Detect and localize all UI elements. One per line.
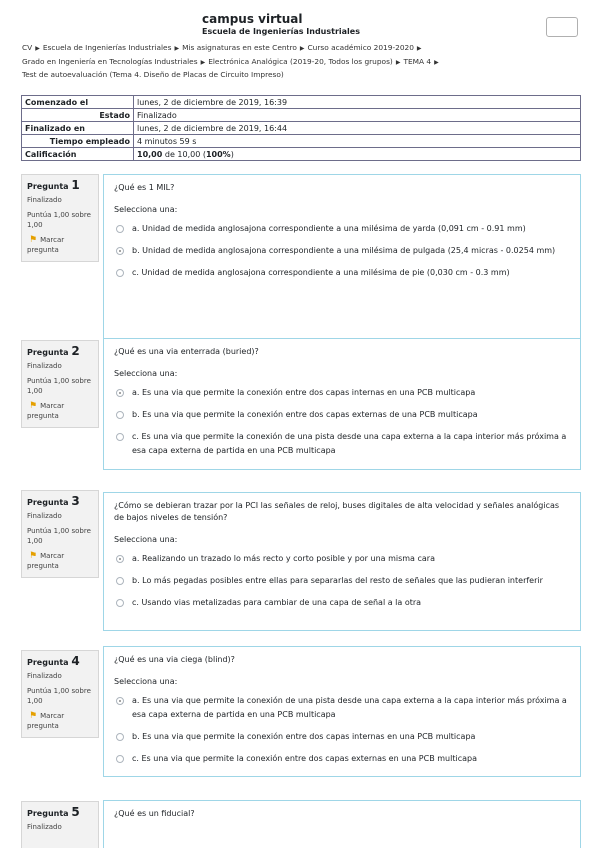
question-text: ¿Qué es un fiducial? [114, 809, 195, 818]
answer-option[interactable] [114, 408, 570, 422]
summary-row [22, 96, 581, 109]
breadcrumb-separator-icon: ▶ [416, 45, 422, 52]
flag-question-link[interactable] [27, 551, 93, 571]
question-text: ¿Qué es 1 MIL? [114, 183, 175, 192]
question-body-4 [103, 646, 581, 777]
radio-button[interactable] [116, 733, 124, 741]
breadcrumb [22, 42, 592, 82]
question-number [27, 345, 93, 359]
question-info-5 [21, 801, 99, 848]
question-body-5 [103, 800, 581, 848]
question-state: Finalizado [27, 823, 62, 831]
question-number-value: 3 [71, 494, 80, 508]
question-state: Finalizado [27, 196, 62, 204]
question-grade: Puntúa 1,00 sobre 1,00 [27, 377, 91, 395]
question-number [27, 806, 93, 820]
option-label: a. Unidad de medida anglosajona correspondiente a una milésima de yarda (0,091 cm - 0.91 mm) [132, 224, 526, 233]
option-label: a. Es una via que permite la conexión de una pista desde una capa externa a la capa interior más próxima a esa capa externa de partida en una PCB multicapa [132, 696, 567, 719]
question-body-1 [103, 174, 581, 346]
summary-row [22, 109, 581, 122]
flag-icon: ⚑ [29, 401, 38, 411]
answer-prompt: Selecciona una: [114, 369, 178, 378]
breadcrumb-separator-icon: ▶ [395, 58, 401, 66]
question-info-2 [21, 340, 99, 428]
question-label: Pregunta [27, 658, 69, 667]
radio-button-selected[interactable] [116, 555, 124, 563]
option-label: c. Es una via que permite la conexión entre dos capas externas en una PCB multicapa [132, 754, 477, 763]
grade-score: 10,00 [137, 149, 163, 159]
option-label: b. Unidad de medida anglosajona correspondiente a una milésima de pulgada (25,4 micras - 0.0254 mm) [132, 246, 556, 255]
breadcrumb-item[interactable]: CV [22, 43, 33, 52]
started-value: lunes, 2 de diciembre de 2019, 16:39 [134, 96, 581, 109]
breadcrumb-item[interactable]: Mis asignaturas en este Centro [182, 43, 297, 52]
flag-question-link[interactable] [27, 711, 93, 731]
flag-label: Marcar pregunta [27, 552, 65, 570]
question-number-value: 5 [71, 805, 80, 819]
option-label: b. Es una via que permite la conexión entre dos capas externas de una PCB multicapa [132, 410, 478, 419]
question-grade: Puntúa 1,00 sobre 1,00 [27, 527, 91, 545]
site-header [0, 0, 600, 38]
finished-label: Finalizado en [22, 122, 134, 135]
radio-button[interactable] [116, 269, 124, 277]
flag-icon: ⚑ [29, 711, 38, 721]
answer-option[interactable] [114, 730, 570, 744]
breadcrumb-item[interactable]: Grado en Ingeniería en Tecnologías Industriales [22, 56, 198, 66]
breadcrumb-separator-icon: ▶ [434, 58, 439, 66]
started-label: Comenzado el [22, 96, 134, 109]
flag-question-link[interactable] [27, 401, 93, 421]
question-info-3 [21, 490, 99, 578]
answer-option[interactable] [114, 266, 570, 280]
breadcrumb-separator-icon: ▶ [174, 45, 180, 52]
question-body-2 [103, 338, 581, 470]
flag-label: Marcar pregunta [27, 402, 65, 420]
radio-button[interactable] [116, 599, 124, 607]
answer-option[interactable] [114, 222, 570, 236]
grade-label: Calificación [22, 148, 134, 161]
radio-button[interactable] [116, 755, 124, 763]
summary-row [22, 122, 581, 135]
radio-button-selected[interactable] [116, 697, 124, 705]
time-value: 4 minutos 59 s [134, 135, 581, 148]
option-label: a. Es una via que permite la conexión entre dos capas internas en una PCB multicapa [132, 388, 476, 397]
answer-option[interactable] [114, 694, 570, 722]
question-number [27, 655, 93, 669]
site-title[interactable]: campus virtual [202, 12, 303, 26]
option-label: c. Usando vias metalizadas para cambiar de una capa de señal a la otra [132, 598, 422, 607]
site-subtitle: Escuela de Ingenierías Industriales [202, 27, 360, 36]
state-label: Estado [22, 109, 134, 122]
flag-question-link[interactable] [27, 235, 93, 255]
flag-label: Marcar pregunta [27, 236, 65, 254]
question-number-value: 4 [71, 654, 80, 668]
answer-prompt: Selecciona una: [114, 535, 178, 544]
breadcrumb-item[interactable]: Escuela de Ingenierías Industriales [42, 43, 172, 52]
question-label: Pregunta [27, 348, 69, 357]
answer-option[interactable] [114, 574, 570, 588]
question-label: Pregunta [27, 182, 69, 191]
grade-percent: 100% [205, 149, 231, 159]
radio-button-selected[interactable] [116, 247, 124, 255]
question-grade: Puntúa 1,00 sobre 1,00 [27, 211, 91, 229]
breadcrumb-separator-icon: ▶ [299, 45, 305, 52]
question-grade: Puntúa 1,00 sobre 1,00 [27, 687, 91, 705]
question-state: Finalizado [27, 512, 62, 520]
flag-icon: ⚑ [29, 551, 38, 561]
answer-option[interactable] [114, 596, 570, 610]
radio-button[interactable] [116, 225, 124, 233]
user-menu-button[interactable] [546, 17, 578, 37]
question-number-value: 2 [71, 344, 80, 358]
question-label: Pregunta [27, 809, 69, 818]
radio-button[interactable] [116, 577, 124, 585]
option-label: b. Es una via que permite la conexión entre dos capas internas en una PCB multicapa [132, 732, 476, 741]
breadcrumb-item[interactable]: Electrónica Analógica (2019-20, Todos los grupos) [208, 56, 393, 66]
answer-option[interactable] [114, 386, 570, 400]
breadcrumb-item[interactable]: Test de autoevaluación (Tema 4. Diseño de Placas de Circuito Impreso) [22, 70, 284, 79]
question-text: ¿Cómo se debieran trazar por la PCI las señales de reloj, buses digitales de alta velocidad y señales analógicas de bajos niveles de tensión? [114, 501, 560, 522]
time-label: Tiempo empleado [22, 135, 134, 148]
breadcrumb-item[interactable]: TEMA 4 [403, 56, 432, 66]
breadcrumb-separator-icon: ▶ [35, 45, 40, 52]
question-label: Pregunta [27, 498, 69, 507]
question-text: ¿Qué es una via enterrada (buried)? [114, 347, 259, 356]
summary-row [22, 135, 581, 148]
radio-button[interactable] [116, 433, 124, 441]
grade-value: 10,00 de 10,00 (100%) [134, 148, 581, 161]
answer-option[interactable] [114, 552, 570, 566]
attempt-summary-table [21, 95, 581, 161]
answer-prompt: Selecciona una: [114, 677, 178, 686]
question-number-value: 1 [71, 178, 80, 192]
answer-option[interactable] [114, 244, 570, 258]
question-text: ¿Qué es una via ciega (blind)? [114, 655, 235, 664]
finished-value: lunes, 2 de diciembre de 2019, 16:44 [134, 122, 581, 135]
flag-icon: ⚑ [29, 235, 38, 245]
flag-label: Marcar pregunta [27, 712, 65, 730]
grade-of: de 10,00 [164, 149, 201, 159]
option-label: b. Lo más pegadas posibles entre ellas para separarlas del resto de señales que las pudieran interferir [132, 576, 543, 585]
option-label: c. Es una via que permite la conexión de una pista desde una capa externa a la capa interior más próxima a esa capa externa de partida en una PCB multicapa [132, 432, 567, 455]
question-state: Finalizado [27, 672, 62, 680]
question-info-1 [21, 174, 99, 262]
breadcrumb-item[interactable]: Curso académico 2019-2020 [307, 43, 414, 52]
answer-prompt: Selecciona una: [114, 205, 178, 214]
summary-row [22, 148, 581, 161]
radio-button[interactable] [116, 411, 124, 419]
question-state: Finalizado [27, 362, 62, 370]
question-number [27, 495, 93, 509]
question-body-3 [103, 492, 581, 631]
question-number [27, 179, 93, 193]
state-value: Finalizado [134, 109, 581, 122]
option-label: a. Realizando un trazado lo más recto y corto posible y por una misma cara [132, 554, 435, 563]
answer-option[interactable] [114, 430, 570, 458]
question-info-4 [21, 650, 99, 738]
answer-option[interactable] [114, 752, 570, 766]
breadcrumb-separator-icon: ▶ [200, 58, 206, 66]
radio-button-selected[interactable] [116, 389, 124, 397]
option-label: c. Unidad de medida anglosajona correspondiente a una milésima de pie (0,030 cm - 0.3 mm) [132, 268, 510, 277]
